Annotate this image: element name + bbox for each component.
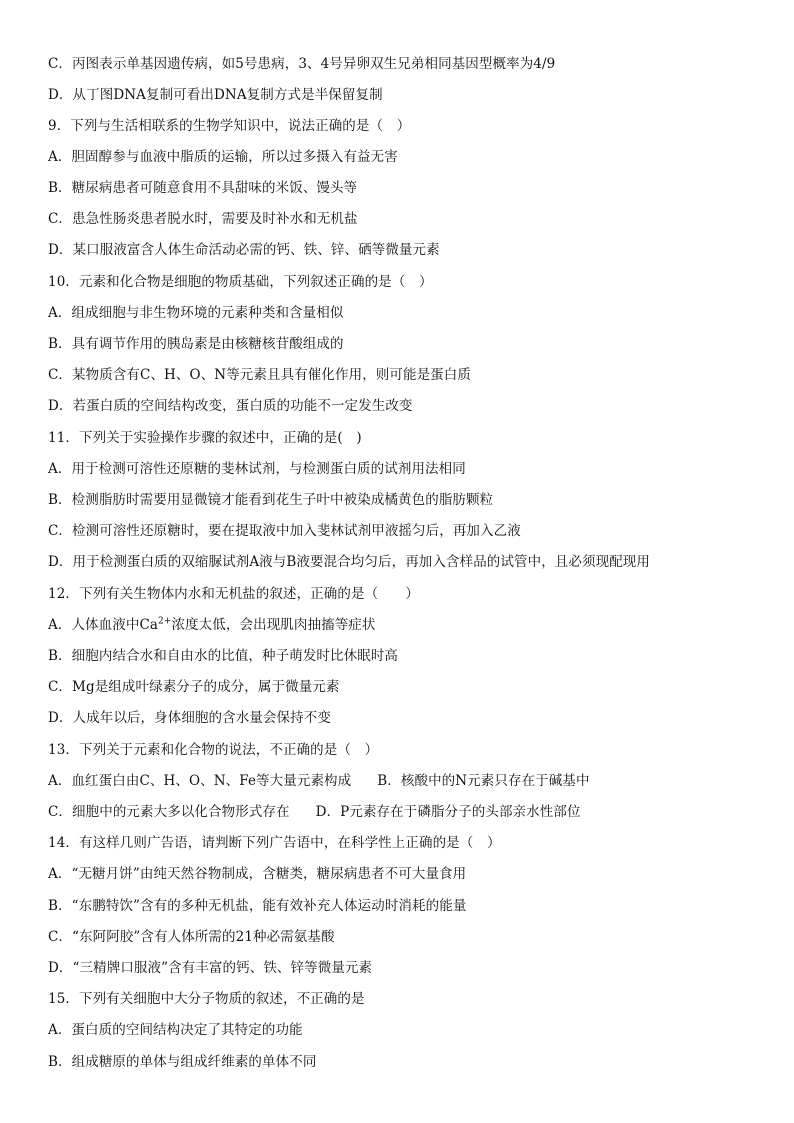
q13-option-c: C．细胞中的元素大多以化合物形式存在 <box>48 804 290 820</box>
q9-stem: 9．下列与生活相联系的生物学知识中，说法正确的是（ ） <box>48 118 411 134</box>
q11-stem: 11．下列关于实验操作步骤的叙述中，正确的是( ) <box>48 430 362 446</box>
q12-option-d: D．人成年以后，身体细胞的含水量会保持不变 <box>48 710 331 726</box>
q12-option-a-after: 浓度太低，会出现肌肉抽搐等症状 <box>171 617 376 633</box>
q10-option-b: B．具有调节作用的胰岛素是由核糖核苷酸组成的 <box>48 336 344 352</box>
q13-options-ab <box>48 771 768 791</box>
q8-option-c: C．丙图表示单基因遗传病，如5号患病，3、4号异卵双生兄弟相同基因型概率为4/9 <box>48 56 556 72</box>
q14-option-a: A．“无糖月饼”由纯天然谷物制成，含糖类，糖尿病患者不可大量食用 <box>48 866 467 882</box>
q10-option-d: D．若蛋白质的空间结构改变，蛋白质的功能不一定发生改变 <box>48 398 413 414</box>
calcium-charge-superscript: 2+ <box>158 616 172 627</box>
q13-option-b: B．核酸中的N元素只存在于碱基中 <box>377 773 590 789</box>
q14-option-c: C．“东阿阿胶”含有人体所需的21种必需氨基酸 <box>48 929 335 945</box>
q11-option-a: A．用于检测可溶性还原糖的斐林试剂，与检测蛋白质的试剂用法相同 <box>48 461 466 477</box>
q13-options-cd <box>48 802 768 822</box>
q13-option-d: D．P元素存在于磷脂分子的头部亲水性部位 <box>315 804 581 820</box>
q15-option-b: B．组成糖原的单体与组成纤维素的单体不同 <box>48 1054 317 1070</box>
q13-option-a: A．血红蛋白由C、H、O、N、Fe等大量元素构成 <box>48 773 352 789</box>
q14-option-d: D．“三精牌口服液”含有丰富的钙、铁、锌等微量元素 <box>48 960 373 976</box>
q15-option-a: A．蛋白质的空间结构决定了其特定的功能 <box>48 1022 303 1038</box>
q9-option-a: A．胆固醇参与血液中脂质的运输，所以过多摄入有益无害 <box>48 149 398 165</box>
q12-stem: 12．下列有关生物体内水和无机盐的叙述，正确的是（ ） <box>48 586 419 602</box>
q14-option-b: B．“东鹏特饮”含有的多种无机盐，能有效补充人体运动时消耗的能量 <box>48 898 467 914</box>
q11-option-d: D．用于检测蛋白质的双缩脲试剂A液与B液要混合均匀后，再加入含样品的试管中，且必须现配现用 <box>48 554 650 570</box>
q10-option-c: C．某物质含有C、H、O、N等元素且具有催化作用，则可能是蛋白质 <box>48 367 472 383</box>
q12-option-b: B．细胞内结合水和自由水的比值，种子萌发时比休眠时高 <box>48 648 399 664</box>
q12-option-a <box>48 615 768 635</box>
q14-stem: 14．有这样几则广告语，请判断下列广告语中，在科学性上正确的是（ ） <box>48 835 501 851</box>
q10-option-a: A．组成细胞与非生物环境的元素种类和含量相似 <box>48 305 344 321</box>
q9-option-b: B．糖尿病患者可随意食用不具甜味的米饭、馒头等 <box>48 180 358 196</box>
q11-option-b: B．检测脂肪时需要用显微镜才能看到花生子叶中被染成橘黄色的脂肪颗粒 <box>48 492 494 508</box>
q10-stem: 10．元素和化合物是细胞的物质基础，下列叙述正确的是（ ） <box>48 274 433 290</box>
q9-option-c: C．患急性肠炎患者脱水时，需要及时补水和无机盐 <box>48 211 358 227</box>
q15-stem: 15．下列有关细胞中大分子物质的叙述，不正确的是 <box>48 991 365 1007</box>
q11-option-c: C．检测可溶性还原糖时，要在提取液中加入斐林试剂甲液摇匀后，再加入乙液 <box>48 523 521 539</box>
q12-option-a-before: A．人体血液中Ca <box>48 617 159 633</box>
q12-option-c: C．Mg是组成叶绿素分子的成分，属于微量元素 <box>48 679 340 695</box>
q9-option-d: D．某口服液富含人体生命活动必需的钙、铁、锌、硒等微量元素 <box>48 242 440 258</box>
q13-stem: 13．下列关于元素和化合物的说法，不正确的是（ ） <box>48 742 379 758</box>
q8-option-d: D．从丁图DNA复制可看出DNA复制方式是半保留复制 <box>48 87 383 103</box>
